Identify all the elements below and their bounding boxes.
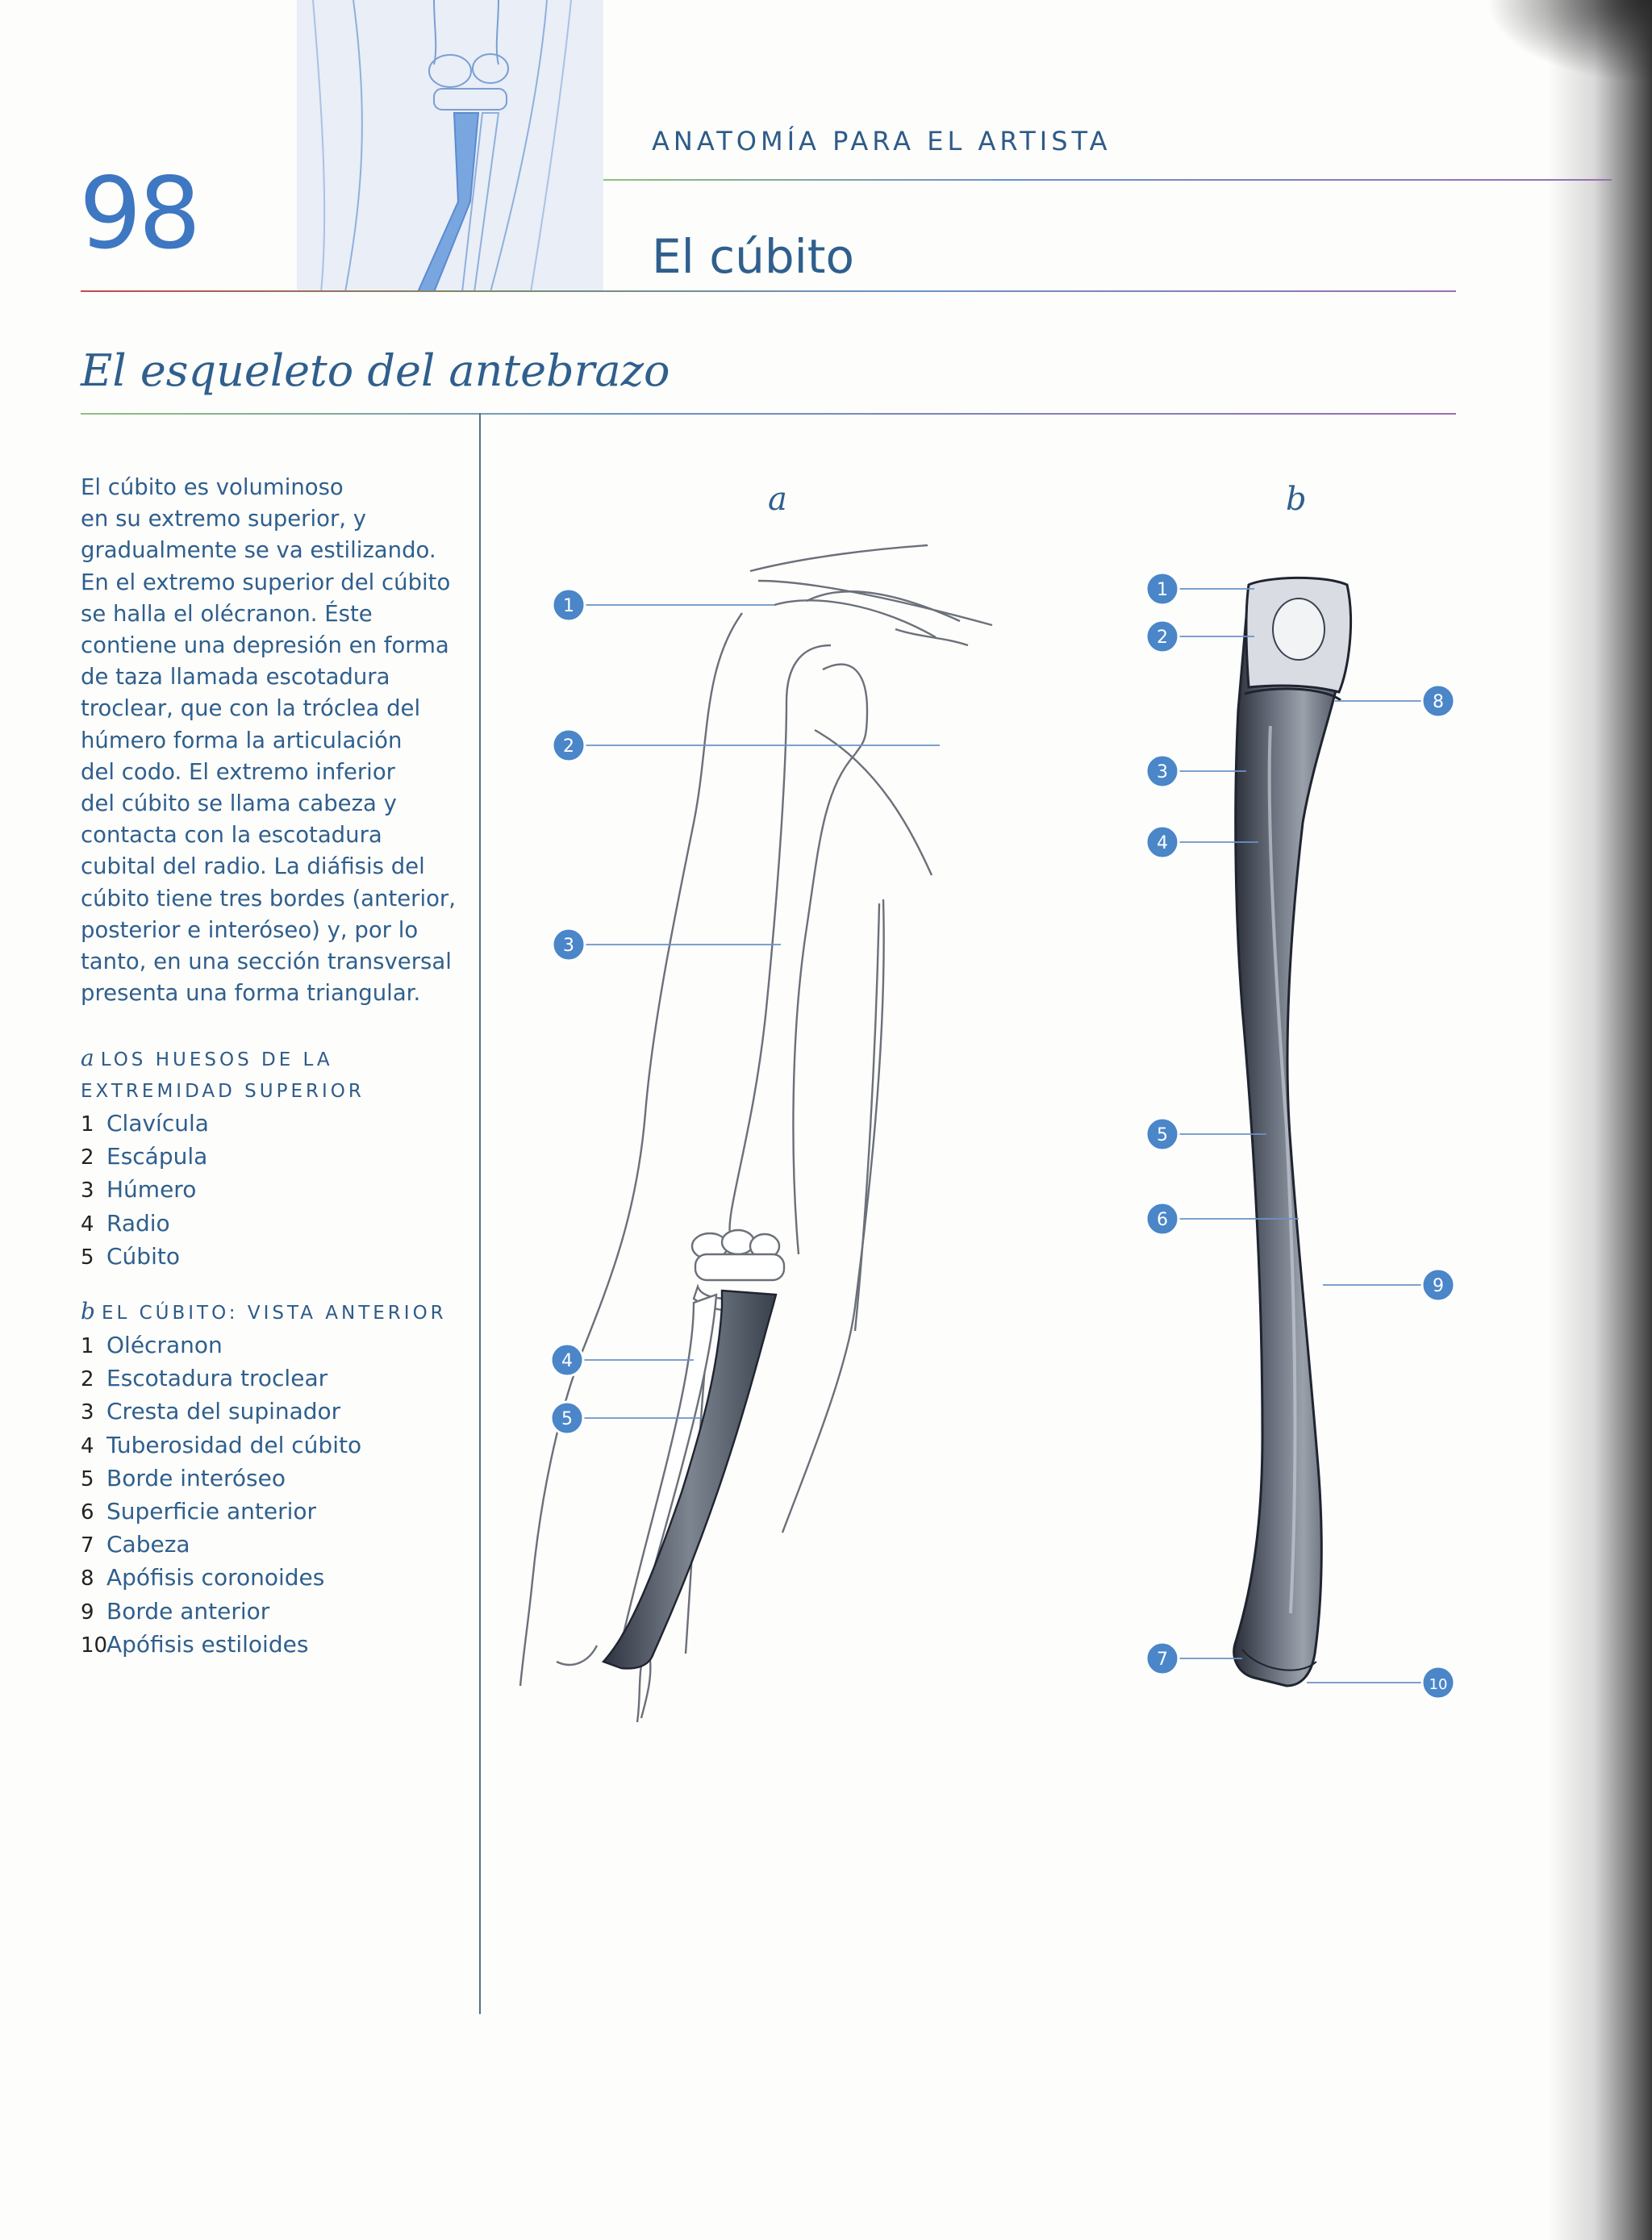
body-line: El cúbito es voluminoso	[81, 474, 344, 500]
callout-badge-8	[1422, 685, 1454, 717]
body-line: cubital del radio. La diáfisis del	[81, 853, 425, 880]
legend-b-heading: b EL CÚBITO: VISTA ANTERIOR	[81, 1298, 447, 1324]
body-line: del codo. El extremo inferior	[81, 758, 395, 785]
callout-number: 4	[561, 1351, 573, 1371]
callout-badge-7	[1146, 1642, 1179, 1675]
book-title: ANATOMÍA PARA EL ARTISTA	[652, 126, 1112, 156]
callout-badge-3	[1146, 755, 1179, 787]
body-line: contacta con la escotadura	[81, 822, 382, 849]
body-line: cúbito tiene tres bordes (anterior,	[81, 885, 456, 911]
body-line: contiene una depresión en forma	[81, 632, 449, 659]
chapter-title: El cúbito	[652, 229, 855, 284]
legend-item: 7 Cabeza	[81, 1531, 190, 1558]
callout-number: 8	[1433, 692, 1444, 712]
section-title: El esqueleto del antebrazo	[81, 345, 670, 396]
legend-item: 10Apófisis estiloides	[81, 1630, 309, 1658]
legend-item: 9 Borde anterior	[81, 1597, 270, 1625]
callout-badge-5	[1146, 1118, 1179, 1150]
legend-item: 2 Escápula	[81, 1143, 208, 1170]
legend-item: 5 Cúbito	[81, 1242, 180, 1270]
arm-skeleton-drawing	[520, 545, 992, 1722]
body-line: gradualmente se va estilizando.	[81, 537, 436, 564]
callout-number: 1	[563, 596, 574, 616]
body-line: presenta una forma triangular.	[81, 980, 421, 1007]
callout-badge-4	[551, 1344, 583, 1376]
legend-item: 4 Radio	[81, 1209, 170, 1237]
body-line: se halla el olécranon. Éste	[81, 600, 373, 627]
legend-item: 6 Superficie anterior	[81, 1498, 317, 1525]
body-line: en su extremo superior, y	[81, 506, 367, 532]
legend-a-letter: a	[81, 1045, 94, 1071]
fig-a-callouts	[551, 589, 585, 1434]
callout-badge-1	[1146, 573, 1179, 605]
callout-number: 2	[1157, 628, 1168, 648]
ulna-bone-drawing	[1234, 578, 1351, 1686]
page-number: 98	[79, 156, 198, 271]
figure-b-letter: b	[1286, 481, 1307, 518]
body-line: posterior e interóseo) y, por lo	[81, 916, 419, 943]
legend-item: 4 Tuberosidad del cúbito	[81, 1431, 362, 1458]
legend-item: 3 Húmero	[81, 1176, 197, 1203]
callout-number: 4	[1157, 833, 1168, 853]
callout-badge-2	[553, 729, 585, 761]
callout-number: 5	[561, 1409, 573, 1429]
figure-a-letter: a	[768, 481, 787, 518]
legend-b-letter: b	[81, 1298, 95, 1324]
callout-number: 3	[563, 936, 574, 956]
callout-badge-6	[1146, 1203, 1179, 1235]
body-line: En el extremo superior del cúbito	[81, 569, 451, 595]
callout-number: 7	[1157, 1650, 1168, 1670]
body-line: del cúbito se llama cabeza y	[81, 790, 397, 817]
legend-item: 1 Clavícula	[81, 1110, 209, 1137]
body-line: troclear, que con la tróclea del	[81, 695, 421, 722]
body-line: de taza llamada escotadura	[81, 664, 390, 690]
callout-badge-9	[1422, 1269, 1454, 1301]
callout-badge-10	[1422, 1666, 1454, 1699]
callout-badge-3	[553, 928, 585, 961]
callout-number: 1	[1157, 580, 1168, 600]
body-line: tanto, en una sección transversal	[81, 949, 452, 975]
callout-number: 2	[563, 736, 574, 757]
callout-number: 3	[1157, 762, 1168, 782]
callout-badge-5	[551, 1402, 583, 1434]
callout-badge-4	[1146, 826, 1179, 858]
callout-badge-2	[1146, 620, 1179, 653]
legend-item: 2 Escotadura troclear	[81, 1365, 328, 1392]
legend-a-heading: a LOS HUESOS DE LA	[81, 1045, 333, 1071]
callout-number: 9	[1433, 1276, 1444, 1296]
legend-a-heading-cont: EXTREMIDAD SUPERIOR	[81, 1081, 365, 1102]
legend-item: 3 Cresta del supinador	[81, 1398, 341, 1425]
legend-item: 8 Apófisis coronoides	[81, 1564, 325, 1591]
legend-item: 5 Borde interóseo	[81, 1464, 286, 1491]
callout-badge-1	[553, 589, 585, 621]
body-line: húmero forma la articulación	[81, 727, 403, 753]
legend-item: 1 Olécranon	[81, 1332, 223, 1358]
callout-number: 6	[1157, 1210, 1168, 1230]
callout-number: 10	[1429, 1676, 1448, 1693]
callout-number: 5	[1157, 1125, 1168, 1145]
